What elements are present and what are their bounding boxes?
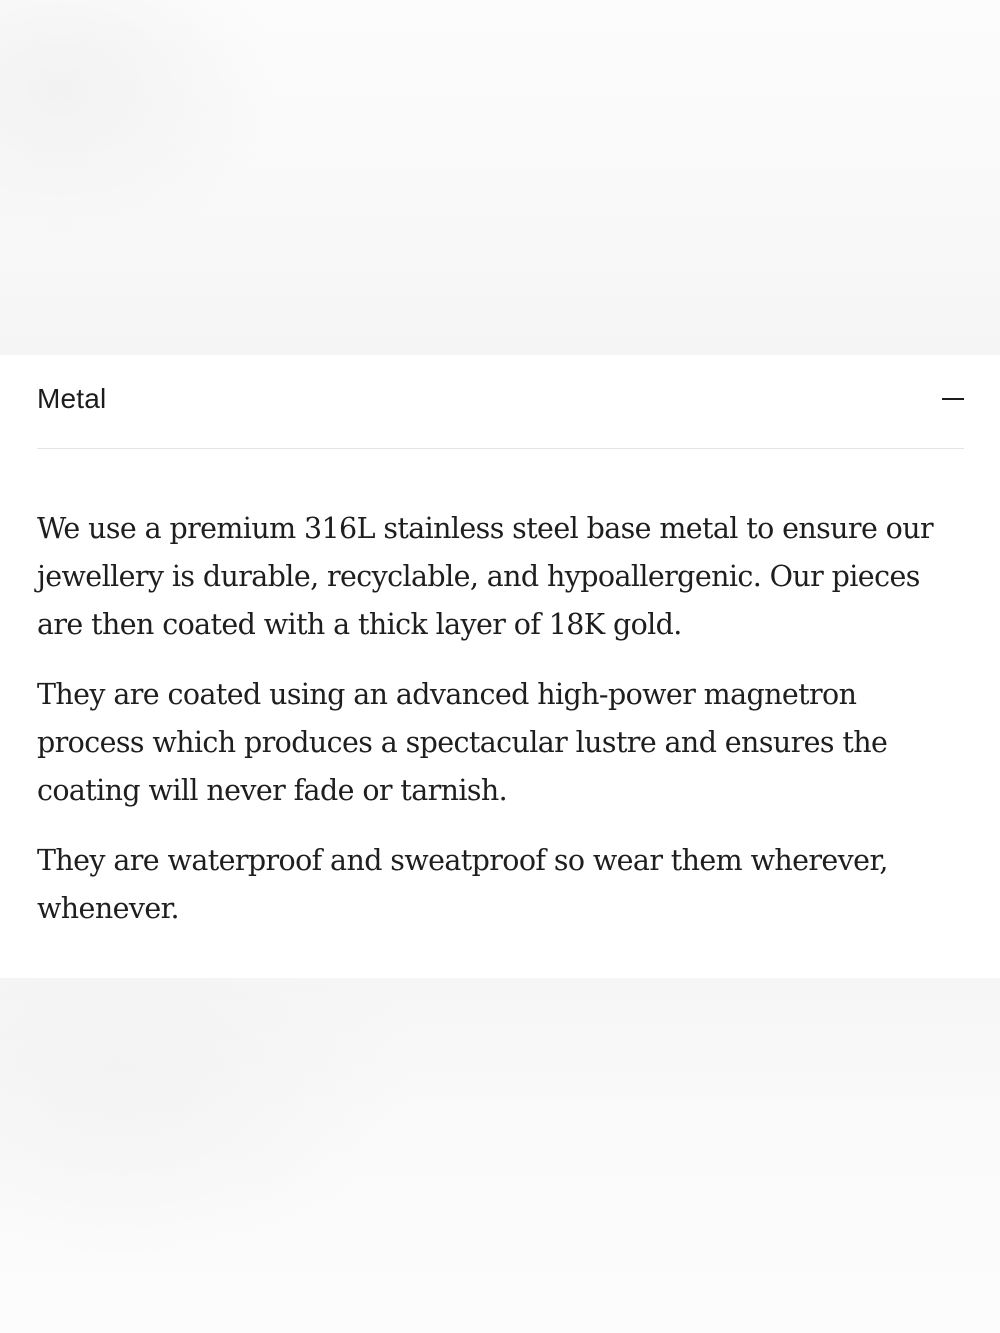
accordion-header-metal[interactable]: [37, 355, 964, 449]
minus-icon[interactable]: [942, 388, 964, 410]
metal-accordion: [0, 355, 1000, 978]
description-paragraph-2: They are coated using an advanced high-power magnetron process which produces a spectacular lustre and ensures the coating will never fade or tarnish.: [37, 678, 888, 807]
description-paragraph-3: They are waterproof and sweatproof so wear them wherever, whenever.: [37, 844, 888, 925]
accordion-title: Metal: [37, 382, 107, 414]
accordion-body: [37, 505, 964, 955]
image-area-bottom: [0, 978, 1000, 1333]
image-area-top: [0, 0, 1000, 355]
description-paragraph-1: We use a premium 316L stainless steel base metal to ensure our jewellery is durable, recyclable, and hypoallergenic. Our pieces are then coated with a thick layer of 18K gold.: [37, 512, 934, 641]
